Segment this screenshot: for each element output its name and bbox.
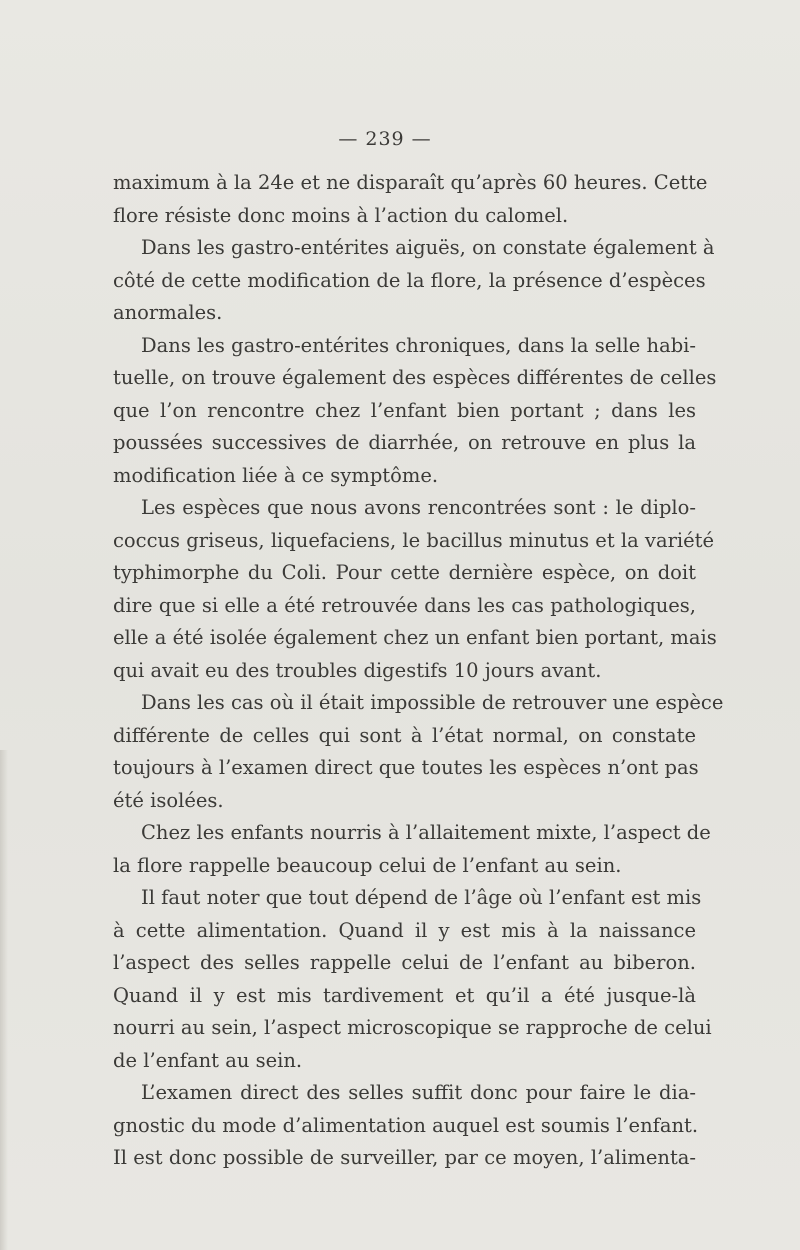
text-line: Il est donc possible de surveiller, par ce moyen, l’alimenta-: [113, 1146, 696, 1169]
text-line: flore résiste donc moins à l’action du calomel.: [113, 203, 569, 227]
text-line: elle a été isolée également chez un enfant bien portant, mais: [113, 626, 717, 649]
text-line: typhimorphe du Coli. Pour cette dernière espèce, on doit: [113, 561, 696, 584]
text-line: différente de celles qui sont à l’état normal, on constate: [113, 723, 696, 747]
text-line: l’aspect des selles rappelle celui de l’enfant au biberon.: [113, 951, 696, 974]
text-line: Chez les enfants nourris à l’allaitement mixte, l’aspect de: [141, 821, 711, 844]
text-line: modification liée à ce symptôme.: [113, 463, 439, 487]
text-line: nourri au sein, l’aspect microscopique se rapproche de celui: [113, 1016, 712, 1039]
text-line: tuelle, on trouve également des espèces différentes de celles: [113, 366, 717, 389]
text-line: toujours à l’examen direct que toutes les espèces n’ont pas: [113, 756, 699, 779]
text-line: à cette alimentation. Quand il y est mis à la naissance: [113, 918, 696, 942]
text-line: la flore rappelle beaucoup celui de l’enfant au sein.: [113, 853, 622, 877]
text-line: côté de cette modification de la flore, la présence d’espèces: [113, 268, 706, 292]
text-line: Quand il y est mis tardivement et qu’il a été jusque-là: [113, 983, 696, 1007]
text-line: anormales.: [113, 301, 223, 324]
text-line: Il faut noter que tout dépend de l’âge où l’enfant est mis: [141, 886, 702, 909]
text-line: L’examen direct des selles suffit donc pour faire le dia-: [141, 1081, 696, 1104]
text-line: maximum à la 24e et ne disparaît qu’après 60 heures. Cette: [113, 171, 708, 194]
text-line: coccus griseus, liquefaciens, le bacillus minutus et la variété: [113, 528, 715, 552]
body-text: [113, 167, 724, 1175]
text-line: poussées successives de diarrhée, on retrouve en plus la: [113, 431, 696, 454]
text-line: Les espèces que nous avons rencontrées sont : le diplo-: [141, 496, 696, 519]
text-line: que l’on rencontre chez l’enfant bien portant ; dans les: [113, 398, 696, 422]
page-edge-shadow: [0, 750, 8, 1250]
text-line: Dans les gastro-entérites aiguës, on constate également à: [141, 236, 715, 259]
text-line: été isolées.: [113, 788, 224, 812]
text-line: Dans les cas où il était impossible de retrouver une espèce: [141, 691, 724, 714]
page-number: — 239 —: [338, 128, 432, 150]
text-line: gnostic du mode d’alimentation auquel est soumis l’enfant.: [113, 1113, 699, 1137]
text-line: dire que si elle a été retrouvée dans les cas pathologiques,: [113, 593, 696, 617]
text-line: de l’enfant au sein.: [113, 1048, 303, 1072]
text-line: qui avait eu des troubles digestifs 10 jours avant.: [113, 658, 602, 682]
text-line: Dans les gastro-entérites chroniques, dans la selle habi-: [141, 333, 696, 357]
